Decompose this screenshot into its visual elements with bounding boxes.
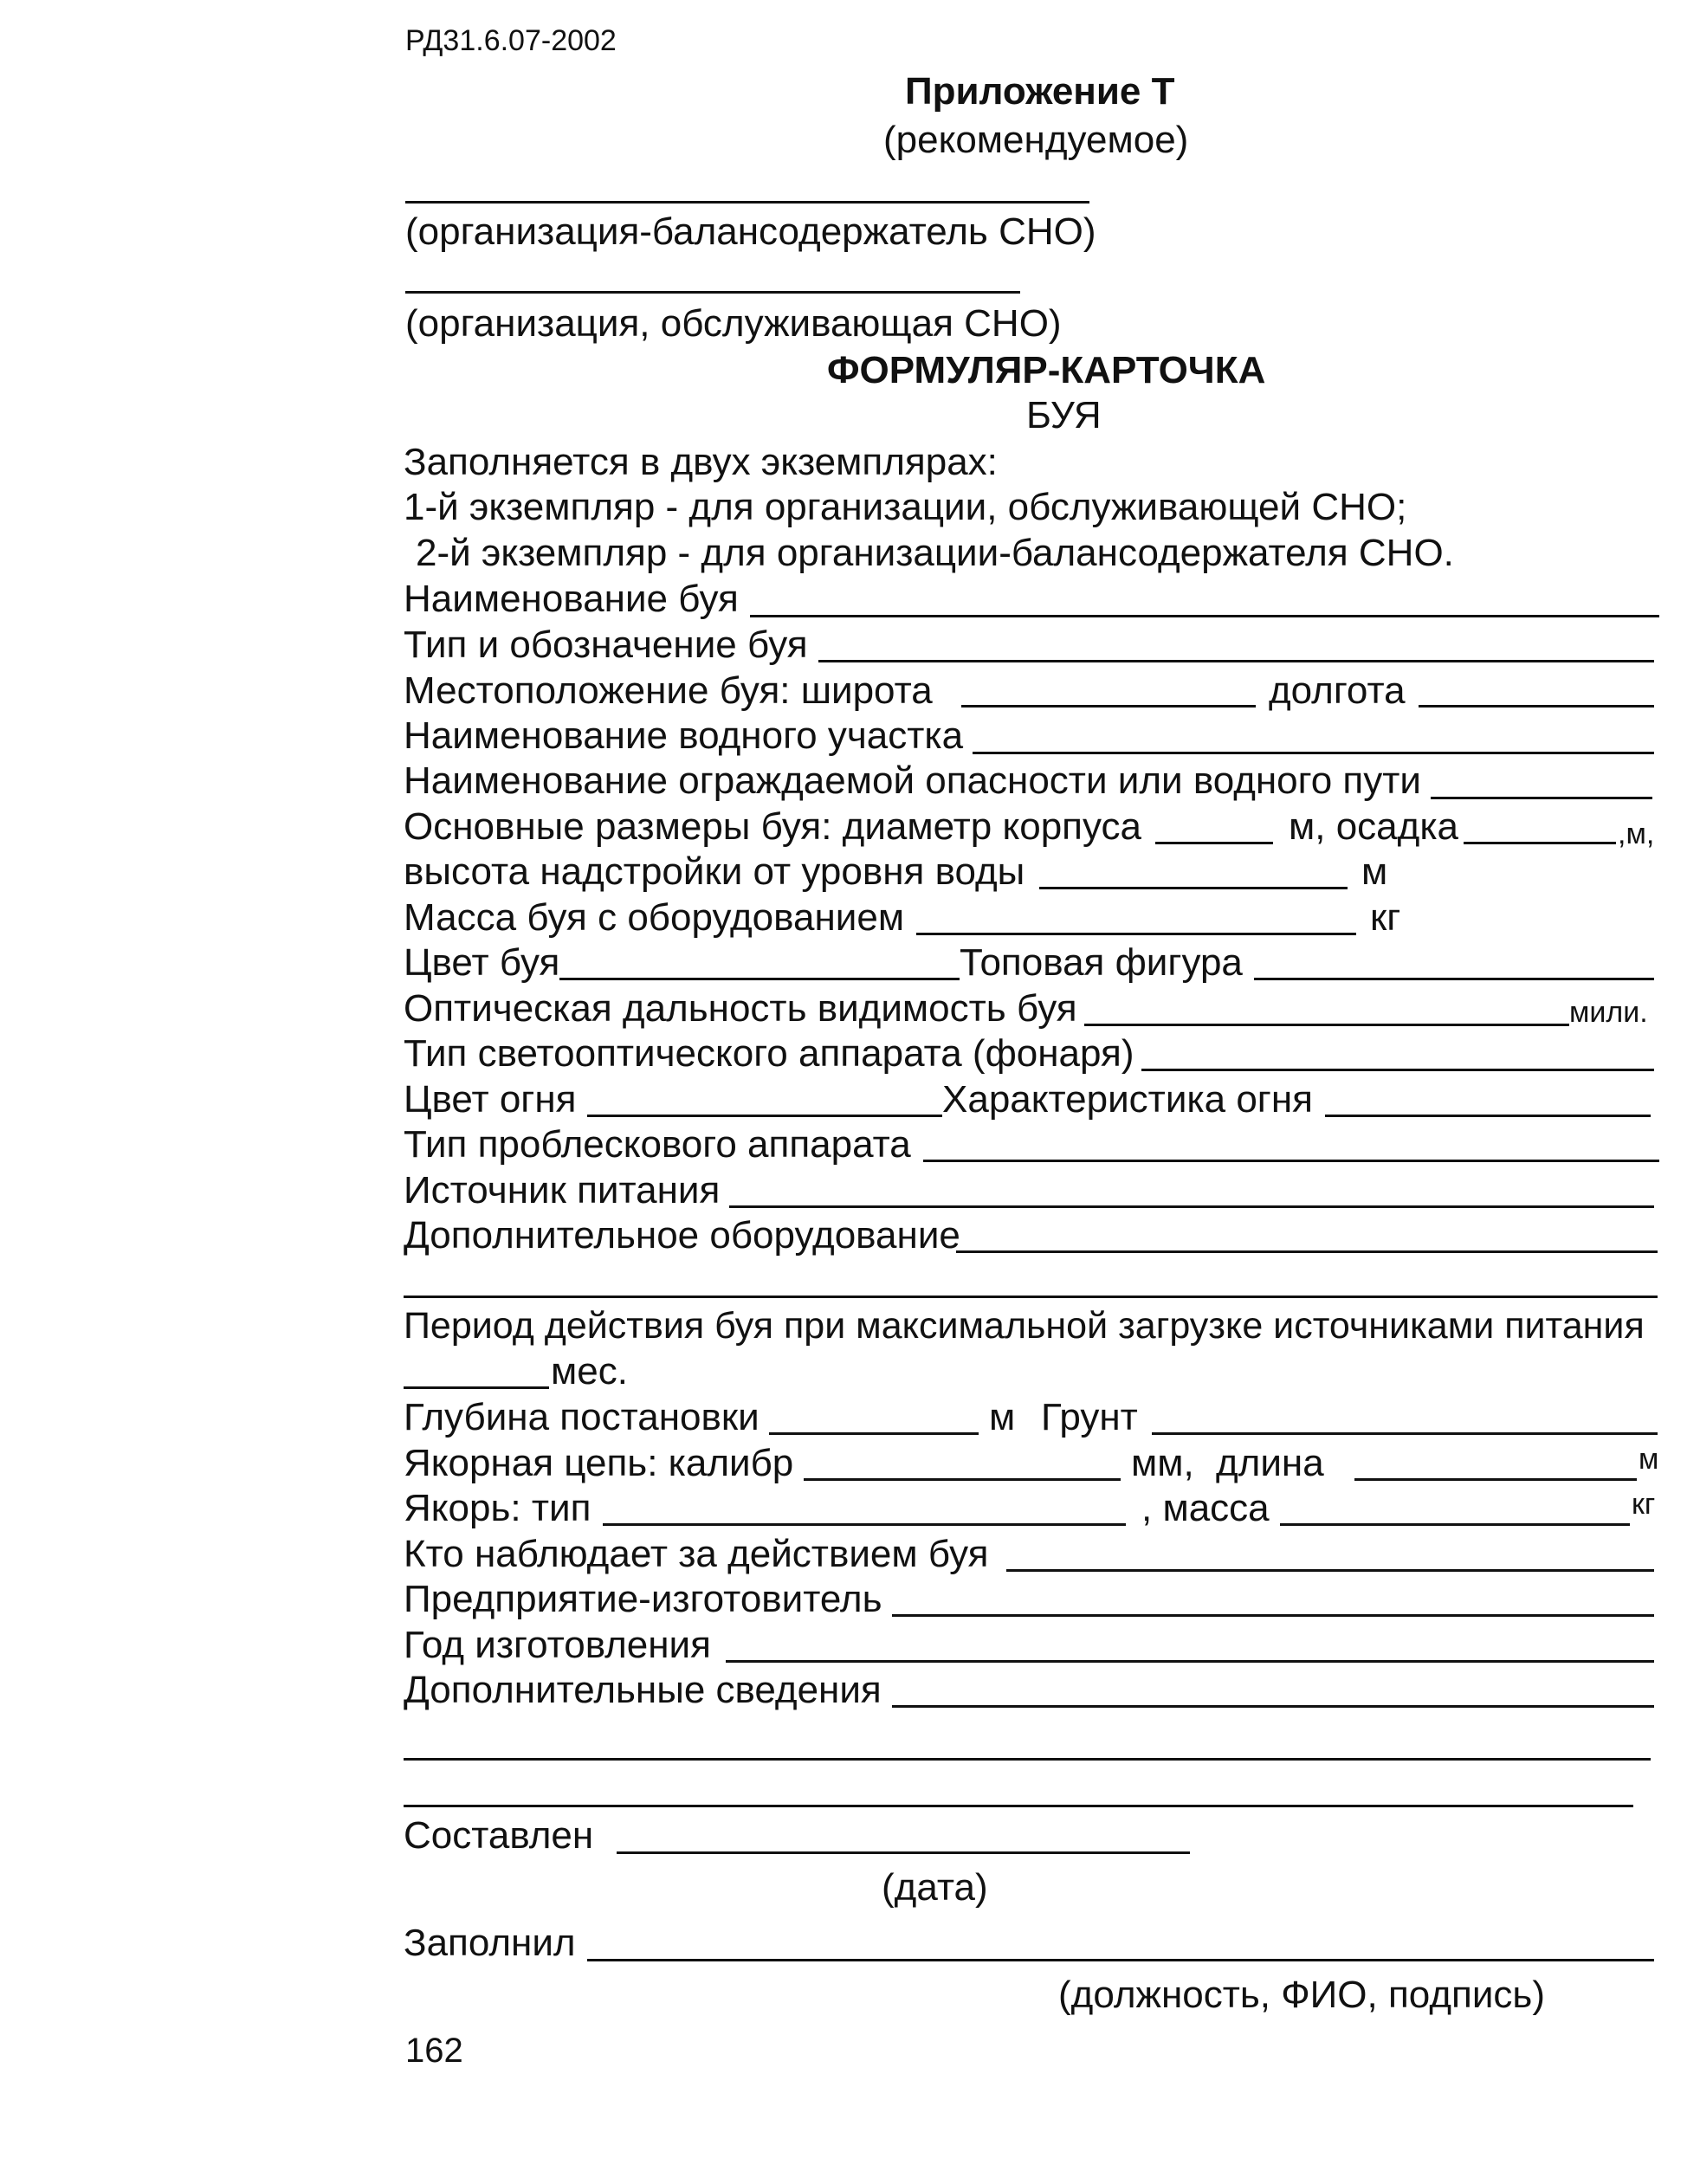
field-label-sizes: Основные размеры буя: диаметр корпуса: [404, 805, 1141, 848]
field-line-year[interactable]: [726, 1660, 1654, 1663]
org-service-caption: (организация, обслуживающая СНО): [405, 302, 1062, 345]
field-line-anchor-mass[interactable]: [1280, 1523, 1630, 1526]
field-line-longitude[interactable]: [1419, 705, 1654, 708]
field-line-anchor-type[interactable]: [603, 1523, 1126, 1526]
field-label-depth: Глубина постановки: [404, 1396, 760, 1438]
field-label-longitude: долгота: [1269, 669, 1406, 712]
field-unit-mass: кг: [1370, 896, 1401, 939]
field-line-latitude[interactable]: [961, 705, 1256, 708]
org-holder-line[interactable]: [405, 201, 1089, 204]
field-line-type[interactable]: [818, 660, 1654, 662]
intro-line: 1-й экземпляр - для организации, обслуживающей СНО;: [404, 486, 1407, 528]
field-unit-visibility: мили.: [1569, 996, 1648, 1029]
field-label-visibility: Оптическая дальность видимость буя: [404, 987, 1077, 1030]
field-line-color[interactable]: [559, 978, 960, 980]
filled-label: Заполнил: [404, 1922, 576, 1964]
field-label-draft: м, осадка: [1289, 805, 1459, 848]
document-code: РД31.6.07-2002: [405, 24, 617, 57]
filled-signature-line[interactable]: [587, 1959, 1654, 1961]
field-line-extra-info-2[interactable]: [404, 1758, 1651, 1761]
form-title: ФОРМУЛЯР-КАРТОЧКА: [827, 349, 1266, 391]
field-label-topmark: Топовая фигура: [960, 941, 1243, 984]
field-line-power[interactable]: [729, 1205, 1654, 1208]
field-label-mass: Масса буя с оборудованием: [404, 896, 905, 939]
field-label-observer: Кто наблюдает за действием буя: [404, 1533, 989, 1575]
appendix-title: Приложение Т: [905, 70, 1175, 113]
page-number: 162: [405, 2032, 463, 2070]
field-label-name: Наименование буя: [404, 578, 739, 620]
field-label-chain: Якорная цепь: калибр: [404, 1442, 794, 1484]
field-unit-depth: м: [989, 1396, 1016, 1438]
compiled-date-line[interactable]: [617, 1851, 1190, 1854]
field-label-danger: Наименование ограждаемой опасности или водного пути: [404, 759, 1421, 802]
field-line-mass[interactable]: [916, 933, 1356, 935]
field-line-extra-equipment[interactable]: [956, 1250, 1658, 1253]
field-line-extra-info[interactable]: [892, 1705, 1654, 1708]
field-unit-chain-caliber: мм,: [1131, 1442, 1194, 1484]
field-label-year: Год изготовления: [404, 1624, 711, 1666]
field-line-period[interactable]: [404, 1386, 549, 1389]
field-line-observer[interactable]: [1006, 1569, 1654, 1572]
field-line-chain-caliber[interactable]: [804, 1478, 1121, 1481]
field-label-ground: Грунт: [1041, 1396, 1138, 1438]
field-line-visibility[interactable]: [1084, 1024, 1569, 1026]
field-label-extra-info: Дополнительные сведения: [404, 1669, 882, 1711]
field-label-water-area: Наименование водного участка: [404, 714, 964, 757]
field-line-extra-info-3[interactable]: [404, 1805, 1633, 1807]
field-label-manufacturer: Предприятие-изготовитель: [404, 1578, 882, 1620]
field-label-flasher: Тип проблескового аппарата: [404, 1123, 911, 1166]
field-label-lantern: Тип светооптического аппарата (фонаря): [404, 1032, 1134, 1075]
field-unit-anchor-mass: кг: [1632, 1488, 1656, 1521]
appendix-subtitle: (рекомендуемое): [883, 119, 1189, 161]
field-line-extra-equipment-2[interactable]: [404, 1296, 1658, 1298]
field-line-light-char[interactable]: [1325, 1115, 1651, 1117]
field-line-draft[interactable]: [1464, 842, 1616, 844]
field-label-type: Тип и обозначение буя: [404, 624, 808, 666]
form-subtitle: БУЯ: [1026, 394, 1102, 436]
field-line-lantern[interactable]: [1141, 1069, 1654, 1071]
field-label-chain-length: длина: [1216, 1442, 1324, 1484]
field-label-anchor-mass: , масса: [1141, 1487, 1270, 1529]
field-line-chain-length[interactable]: [1354, 1478, 1637, 1481]
field-line-water-area[interactable]: [973, 752, 1654, 754]
field-line-topmark[interactable]: [1254, 978, 1654, 980]
compiled-label: Составлен: [404, 1814, 594, 1857]
intro-line: 2-й экземпляр - для организации-балансодержателя СНО.: [416, 532, 1454, 574]
field-unit-chain-length: м: [1639, 1443, 1659, 1476]
field-label-anchor: Якорь: тип: [404, 1487, 591, 1529]
field-line-diameter[interactable]: [1155, 842, 1273, 844]
field-unit-height: м: [1361, 850, 1388, 893]
field-label-latitude: Местоположение буя: широта: [404, 669, 933, 712]
field-line-danger[interactable]: [1431, 797, 1652, 799]
field-label-light-char: Характеристика огня: [942, 1078, 1313, 1121]
date-caption: (дата): [882, 1866, 988, 1909]
field-line-flasher[interactable]: [923, 1160, 1659, 1162]
field-line-height[interactable]: [1039, 887, 1348, 889]
field-line-manufacturer[interactable]: [892, 1614, 1654, 1617]
field-label-power: Источник питания: [404, 1169, 721, 1212]
org-service-line[interactable]: [405, 291, 1020, 294]
field-label-height: высота надстройки от уровня воды: [404, 850, 1025, 893]
field-label-light-color: Цвет огня: [404, 1078, 577, 1121]
field-label-extra-equipment: Дополнительное оборудование: [404, 1214, 960, 1257]
signature-caption: (должность, ФИО, подпись): [1058, 1974, 1545, 2016]
field-line-name[interactable]: [750, 615, 1659, 617]
field-label-period: Период действия буя при максимальной загрузке источниками питания: [404, 1305, 1645, 1347]
field-label-color: Цвет буя: [404, 941, 560, 984]
intro-line: Заполняется в двух экземплярах:: [404, 441, 998, 483]
field-unit-draft: ,м,: [1618, 817, 1655, 850]
field-line-depth[interactable]: [769, 1432, 979, 1435]
org-holder-caption: (организация-балансодержатель СНО): [405, 210, 1096, 253]
field-unit-period: мес.: [551, 1350, 628, 1392]
field-line-light-color[interactable]: [587, 1115, 942, 1117]
field-line-ground[interactable]: [1152, 1432, 1658, 1435]
